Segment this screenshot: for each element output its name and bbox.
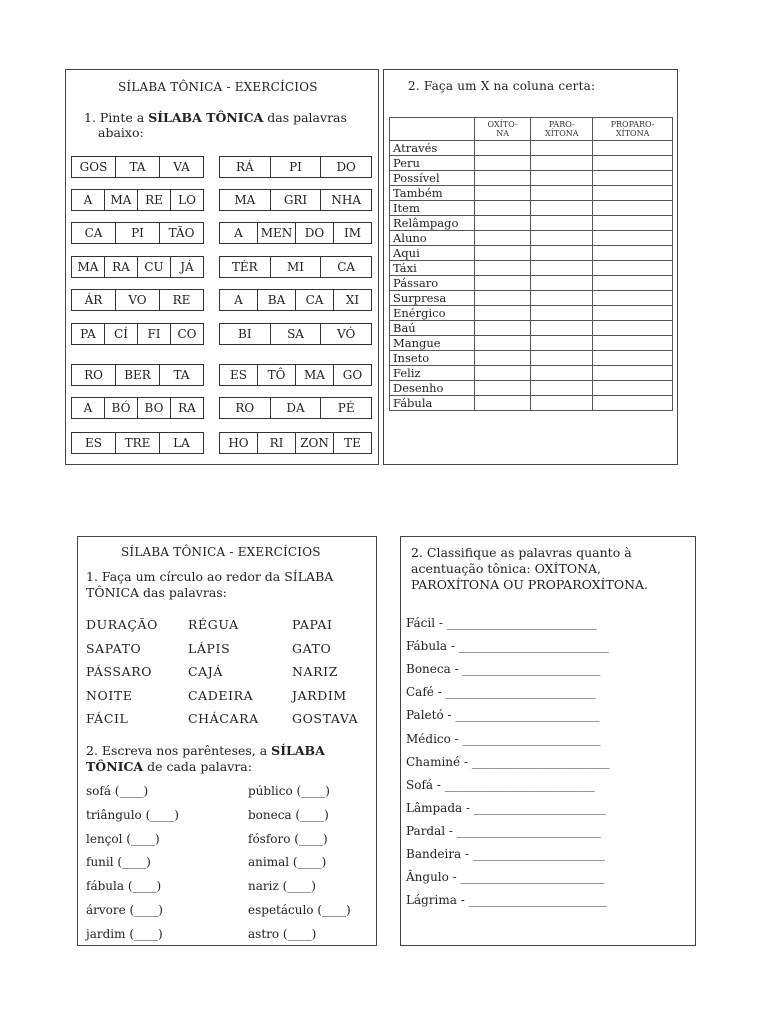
word-cell: Fábula	[390, 396, 475, 411]
panel-classifique	[400, 536, 696, 946]
circle-word[interactable]: FÁCIL	[86, 711, 129, 726]
answer-cell[interactable]	[475, 201, 531, 216]
answer-cell[interactable]	[531, 351, 593, 366]
syllable-cell[interactable]: BER	[116, 365, 160, 385]
syllable-word-box[interactable]	[219, 289, 372, 311]
table-row	[390, 216, 673, 231]
paren-item[interactable]: animal (____)	[248, 855, 327, 870]
syllable-cell[interactable]: XI	[345, 293, 360, 307]
panel3-question2: 2. Escreva nos parênteses, a SÍLABA TÔNICA de cada palavra:	[86, 743, 325, 774]
word-cell: Mangue	[390, 336, 475, 351]
syllable-word-box[interactable]	[71, 432, 204, 454]
circle-word[interactable]: JARDIM	[292, 687, 347, 703]
syllable-cell[interactable]: TÔ	[258, 365, 296, 385]
answer-cell[interactable]	[593, 216, 673, 231]
syllable-cell[interactable]: JÁ	[180, 260, 194, 274]
panel3-question1: 1. Faça um círculo ao redor da SÍLABA TÔNICA das palavras:	[86, 569, 334, 600]
syllable-cell[interactable]: PI	[271, 157, 322, 177]
classify-item[interactable]: Bandeira - ______________________	[406, 847, 605, 861]
answer-cell[interactable]	[531, 186, 593, 201]
syllable-word-box[interactable]	[71, 364, 204, 386]
answer-cell[interactable]	[593, 306, 673, 321]
syllable-word-box[interactable]	[71, 323, 204, 345]
syllable-word-box[interactable]	[71, 222, 204, 244]
panel-circulo-silaba	[77, 536, 377, 946]
column-header: PARO- XÍTONA	[531, 118, 593, 141]
answer-cell[interactable]	[531, 321, 593, 336]
syllable-cell[interactable]: DA	[271, 398, 322, 418]
word-cell: Pássaro	[390, 276, 475, 291]
answer-cell[interactable]	[593, 201, 673, 216]
paren-item[interactable]: jardim (____)	[86, 926, 163, 941]
circle-word[interactable]: SAPATO	[86, 640, 142, 656]
answer-cell[interactable]	[475, 141, 531, 156]
panel-coluna-certa	[383, 69, 678, 465]
syllable-word-box[interactable]	[71, 156, 204, 178]
answer-cell[interactable]	[475, 306, 531, 321]
word-cell: Baú	[390, 321, 475, 336]
word-cell: Item	[390, 201, 475, 216]
answer-cell[interactable]	[475, 396, 531, 411]
circle-word[interactable]: RÉGUA	[188, 617, 239, 632]
word-cell: Feliz	[390, 366, 475, 381]
syllable-cell[interactable]: SA	[271, 324, 322, 344]
answer-cell[interactable]	[475, 381, 531, 396]
answer-cell[interactable]	[593, 291, 673, 306]
word-cell: Inseto	[390, 351, 475, 366]
classify-item[interactable]: Fábula - _________________________	[406, 639, 609, 654]
classify-item[interactable]: Chaminé - _______________________	[406, 754, 610, 769]
paren-item[interactable]: árvore (____)	[86, 903, 163, 917]
paren-item[interactable]: fósforo (____)	[248, 831, 328, 846]
answer-cell[interactable]	[475, 336, 531, 351]
answer-cell[interactable]	[475, 321, 531, 336]
paren-item[interactable]: boneca (____)	[248, 807, 329, 822]
word-cell: Aluno	[390, 231, 475, 246]
answer-cell[interactable]	[531, 231, 593, 246]
syllable-word-box[interactable]	[219, 222, 372, 244]
answer-cell[interactable]	[475, 351, 531, 366]
syllable-cell[interactable]: CU	[138, 257, 171, 277]
answer-cell[interactable]	[475, 156, 531, 171]
syllable-cell[interactable]: GOS	[72, 157, 116, 177]
syllable-cell[interactable]: RA	[178, 401, 196, 415]
syllable-cell[interactable]: VÓ	[337, 327, 356, 341]
panel4-question: 2. Classifique as palavras quanto à acentuação tônica: OXÍTONA, PAROXÍTONA OU PROPAROXÍTONA.	[411, 545, 649, 592]
paren-item[interactable]: funil (____)	[86, 855, 151, 870]
syllable-cell[interactable]: A	[220, 223, 258, 243]
table-row	[390, 381, 673, 396]
paren-item[interactable]: lençol (____)	[86, 831, 160, 846]
panel2-title: 2. Faça um X na coluna certa:	[408, 79, 596, 93]
panel-pinte-silaba	[65, 69, 379, 465]
circle-word[interactable]: GOSTAVA	[292, 711, 359, 726]
syllable-cell[interactable]: VO	[116, 290, 160, 310]
syllable-cell[interactable]: MA	[105, 190, 138, 210]
paren-item[interactable]: sofá (____)	[86, 784, 149, 798]
syllable-cell[interactable]: BA	[258, 290, 296, 310]
panel1-title: SÍLABA TÔNICA - EXERCÍCIOS	[118, 80, 318, 94]
panel1-question: 1. Pinte a SÍLABA TÔNICA das palavras abaixo:	[84, 110, 347, 140]
column-header: OXÍTO- NA	[475, 118, 531, 141]
syllable-cell[interactable]: CÍ	[105, 324, 138, 344]
syllable-cell[interactable]: RE	[138, 190, 171, 210]
classify-item[interactable]: Café - _________________________	[406, 685, 596, 700]
syllable-word-box[interactable]	[219, 323, 372, 345]
circle-word[interactable]: PAPAI	[292, 617, 333, 632]
syllable-cell[interactable]: NHA	[331, 193, 361, 207]
answer-cell[interactable]	[593, 261, 673, 276]
syllable-word-box[interactable]	[219, 256, 372, 278]
syllable-word-box[interactable]	[219, 156, 372, 178]
syllable-cell[interactable]: ZON	[296, 433, 334, 453]
syllable-cell[interactable]: PA	[72, 324, 105, 344]
word-cell: Surpresa	[390, 291, 475, 306]
word-cell: Desenho	[390, 381, 475, 396]
syllable-cell[interactable]: DO	[296, 223, 334, 243]
circle-word[interactable]: NOITE	[86, 687, 133, 703]
answer-cell[interactable]	[593, 246, 673, 261]
table-row	[390, 336, 673, 351]
paren-item[interactable]: astro (____)	[248, 926, 317, 941]
syllable-cell[interactable]: TÃO	[168, 226, 195, 240]
table-row	[390, 351, 673, 366]
table-row	[390, 201, 673, 216]
circle-word[interactable]: GATO	[292, 640, 332, 656]
syllable-word-box[interactable]	[219, 364, 372, 386]
syllable-cell[interactable]: RA	[105, 257, 138, 277]
answer-cell[interactable]	[593, 171, 673, 186]
table-row	[390, 396, 673, 411]
syllable-cell[interactable]: CA	[296, 290, 334, 310]
syllable-cell[interactable]: RO	[72, 365, 116, 385]
word-cell: Aqui	[390, 246, 475, 261]
syllable-cell[interactable]: A	[220, 290, 258, 310]
answer-cell[interactable]	[475, 261, 531, 276]
answer-cell[interactable]	[593, 186, 673, 201]
syllable-word-box[interactable]	[71, 189, 204, 211]
paren-item[interactable]: público (____)	[248, 784, 330, 798]
syllable-cell[interactable]: DO	[336, 160, 356, 174]
circle-word[interactable]: CADEIRA	[188, 687, 254, 703]
answer-cell[interactable]	[531, 246, 593, 261]
classify-item[interactable]: Ângulo - ________________________	[406, 870, 605, 885]
circle-word[interactable]: CAJÁ	[188, 664, 224, 679]
table-row	[390, 246, 673, 261]
answer-cell[interactable]	[593, 321, 673, 336]
table-row	[390, 291, 673, 306]
answer-cell[interactable]	[475, 231, 531, 246]
classify-item[interactable]: Lágrima - _______________________	[406, 893, 607, 908]
syllable-cell[interactable]: MEN	[258, 223, 296, 243]
answer-cell[interactable]	[593, 156, 673, 171]
answer-cell[interactable]	[531, 216, 593, 231]
word-cell: Possível	[390, 171, 475, 186]
answer-cell[interactable]	[593, 396, 673, 411]
syllable-cell[interactable]: LA	[173, 436, 190, 450]
table-row	[390, 276, 673, 291]
answer-cell[interactable]	[531, 261, 593, 276]
word-cell: Enérgico	[390, 306, 475, 321]
syllable-cell[interactable]: PI	[116, 223, 160, 243]
table-row	[390, 261, 673, 276]
answer-cell[interactable]	[531, 306, 593, 321]
table-row	[390, 306, 673, 321]
syllable-cell[interactable]: BI	[220, 324, 271, 344]
paren-item[interactable]: espetáculo (____)	[248, 903, 351, 917]
syllable-cell[interactable]: TA	[116, 157, 160, 177]
syllable-cell[interactable]: BÓ	[105, 398, 138, 418]
syllable-word-box[interactable]	[219, 432, 372, 454]
syllable-cell[interactable]: BO	[138, 398, 171, 418]
circle-word[interactable]: NARIZ	[292, 664, 338, 679]
answer-cell[interactable]	[475, 216, 531, 231]
classify-item[interactable]: Fácil - _________________________	[406, 616, 597, 630]
answer-cell[interactable]	[593, 231, 673, 246]
answer-cell[interactable]	[531, 276, 593, 291]
syllable-cell[interactable]: A	[72, 398, 105, 418]
answer-cell[interactable]	[475, 366, 531, 381]
answer-cell[interactable]	[531, 291, 593, 306]
syllable-cell[interactable]: RÁ	[220, 157, 271, 177]
answer-cell[interactable]	[531, 141, 593, 156]
syllable-cell[interactable]: VA	[173, 160, 190, 174]
syllable-cell[interactable]: MA	[296, 365, 334, 385]
answer-cell[interactable]	[475, 171, 531, 186]
classify-item[interactable]: Paletó - ________________________	[406, 708, 600, 723]
syllable-cell[interactable]: TE	[344, 436, 361, 450]
syllable-cell[interactable]: TÉR	[220, 257, 271, 277]
answer-cell[interactable]	[593, 276, 673, 291]
syllable-cell[interactable]: LO	[178, 193, 196, 207]
syllable-cell[interactable]: GRI	[271, 190, 322, 210]
answer-cell[interactable]	[475, 291, 531, 306]
word-cell: Através	[390, 141, 475, 156]
word-cell: Peru	[390, 156, 475, 171]
syllable-cell[interactable]: RI	[258, 433, 296, 453]
syllable-word-box[interactable]	[219, 397, 372, 419]
syllable-cell[interactable]: ES	[220, 365, 258, 385]
classify-item[interactable]: Médico - _______________________	[406, 731, 601, 746]
classify-item[interactable]: Pardal - ________________________	[406, 823, 601, 838]
panel3-title: SÍLABA TÔNICA - EXERCÍCIOS	[121, 545, 321, 559]
syllable-cell[interactable]: ÁR	[72, 290, 116, 310]
answer-cell[interactable]	[531, 336, 593, 351]
answer-cell[interactable]	[531, 201, 593, 216]
answer-cell[interactable]	[531, 366, 593, 381]
answer-cell[interactable]	[531, 396, 593, 411]
syllable-word-box[interactable]	[71, 256, 204, 278]
syllable-cell[interactable]: TRE	[116, 433, 160, 453]
syllable-cell[interactable]: CA	[337, 260, 356, 274]
answer-cell[interactable]	[475, 186, 531, 201]
classify-item[interactable]: Sofá - _________________________	[406, 777, 595, 792]
syllable-cell[interactable]: IM	[343, 226, 362, 240]
syllable-cell[interactable]: MI	[271, 257, 322, 277]
syllable-cell[interactable]: CO	[177, 327, 197, 341]
syllable-word-box[interactable]	[71, 289, 204, 311]
syllable-cell[interactable]: MA	[220, 190, 271, 210]
circle-word[interactable]: LÁPIS	[188, 640, 231, 656]
syllable-cell[interactable]: PÉ	[337, 401, 355, 415]
syllable-cell[interactable]: FI	[138, 324, 171, 344]
word-cell: Também	[390, 186, 475, 201]
table-row	[390, 141, 673, 156]
table-row	[390, 231, 673, 246]
word-cell: Relâmpago	[390, 216, 475, 231]
syllable-cell[interactable]: MA	[72, 257, 105, 277]
answer-cell[interactable]	[593, 141, 673, 156]
answer-cell[interactable]	[531, 381, 593, 396]
classify-item[interactable]: Boneca - _______________________	[406, 662, 601, 677]
table-row	[390, 366, 673, 381]
circle-word[interactable]: DURAÇÃO	[86, 617, 159, 632]
syllable-cell[interactable]: CA	[72, 223, 116, 243]
syllable-cell[interactable]: A	[72, 190, 105, 210]
column-header: PROPARO- XÍTONA	[593, 118, 673, 141]
answer-cell[interactable]	[593, 351, 673, 366]
syllable-cell[interactable]: RE	[172, 293, 191, 307]
answer-cell[interactable]	[593, 336, 673, 351]
syllable-cell[interactable]: TA	[173, 368, 190, 382]
syllable-cell[interactable]: HO	[220, 433, 258, 453]
paren-item[interactable]: fábula (____)	[86, 879, 162, 894]
answer-cell[interactable]	[593, 366, 673, 381]
table-row	[390, 321, 673, 336]
classification-table	[389, 117, 673, 411]
syllable-cell[interactable]: RO	[220, 398, 271, 418]
circle-word[interactable]: CHÁCARA	[188, 711, 259, 726]
word-cell: Táxi	[390, 261, 475, 276]
answer-cell[interactable]	[531, 171, 593, 186]
syllable-cell[interactable]: ES	[72, 433, 116, 453]
answer-cell[interactable]	[475, 276, 531, 291]
table-row	[390, 156, 673, 171]
syllable-cell[interactable]: GO	[342, 368, 363, 382]
paren-item[interactable]: nariz (____)	[248, 879, 316, 894]
syllable-word-box[interactable]	[71, 397, 204, 419]
circle-word[interactable]: PÁSSARO	[86, 664, 153, 679]
answer-cell[interactable]	[531, 156, 593, 171]
answer-cell[interactable]	[475, 246, 531, 261]
syllable-word-box[interactable]	[219, 189, 372, 211]
table-row	[390, 171, 673, 186]
table-row	[390, 186, 673, 201]
answer-cell[interactable]	[593, 381, 673, 396]
classify-item[interactable]: Lâmpada - ______________________	[406, 800, 606, 815]
paren-item[interactable]: triângulo (____)	[86, 807, 179, 822]
